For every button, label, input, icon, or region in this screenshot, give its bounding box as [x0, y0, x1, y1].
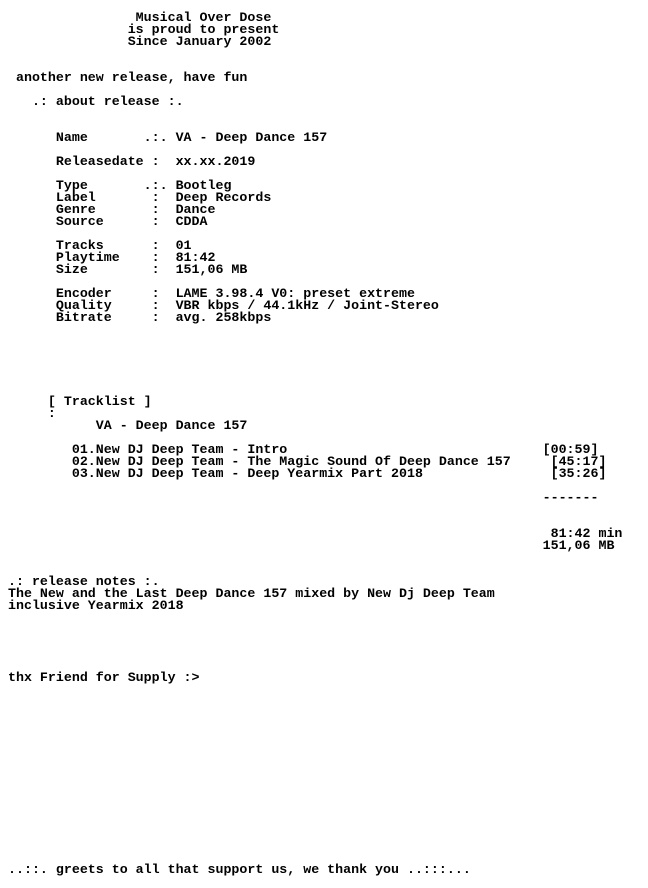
nfo-line: Name .:. VA - Deep Dance 157: [8, 130, 328, 145]
nfo-line: another new release, have fun: [8, 70, 248, 85]
nfo-line: [8, 552, 648, 564]
nfo-line: [8, 792, 648, 804]
nfo-line: VA - Deep Dance 157: [8, 418, 248, 433]
nfo-line: [8, 324, 648, 336]
nfo-line: [8, 624, 648, 636]
nfo-line: [8, 360, 648, 372]
nfo-line: Source : CDDA: [8, 214, 208, 229]
nfo-line: Quality : VBR kbps / 44.1kHz / Joint-Stereo: [8, 298, 439, 313]
nfo-line: [8, 504, 648, 516]
nfo-line: [8, 612, 648, 624]
nfo-line: 151,06 MB: [8, 538, 615, 553]
nfo-line: [8, 768, 648, 780]
nfo-line: [8, 648, 648, 660]
nfo-line: :: [8, 406, 56, 421]
nfo-line: [8, 732, 648, 744]
nfo-line: 01.New DJ Deep Team - Intro [00:59]: [8, 442, 599, 457]
nfo-line: Bitrate : avg. 258kbps: [8, 310, 272, 325]
nfo-line: [8, 756, 648, 768]
nfo-line: [8, 636, 648, 648]
nfo-line: 03.New DJ Deep Team - Deep Yearmix Part 2018 [35:26]: [8, 466, 607, 481]
nfo-line: Label : Deep Records: [8, 190, 272, 205]
nfo-line: [8, 804, 648, 816]
nfo-line: [8, 744, 648, 756]
nfo-line: [8, 48, 648, 60]
nfo-line: [8, 372, 648, 384]
nfo-line: .: about release :.: [8, 94, 184, 109]
nfo-line: ..::. greets to all that support us, we thank you ..:::...: [8, 862, 471, 877]
nfo-line: [8, 696, 648, 708]
nfo-line: 02.New DJ Deep Team - The Magic Sound Of Deep Dance 157 [45:17]: [8, 454, 607, 469]
nfo-line: [8, 720, 648, 732]
nfo-line: [8, 336, 648, 348]
nfo-line: Tracks : 01: [8, 238, 192, 253]
nfo-line: 81:42 min: [8, 526, 623, 541]
nfo-line: [8, 816, 648, 828]
nfo-line: [8, 348, 648, 360]
nfo-line: [8, 828, 648, 840]
nfo-line: [8, 684, 648, 696]
nfo-line: Releasedate : xx.xx.2019: [8, 154, 256, 169]
nfo-line: Type .:. Bootleg: [8, 178, 232, 193]
nfo-line: is proud to present: [8, 22, 280, 37]
nfo-line: Playtime : 81:42: [8, 250, 216, 265]
nfo-line: Size : 151,06 MB: [8, 262, 248, 277]
nfo-line: Musical Over Dose: [8, 10, 272, 25]
nfo-line: [8, 708, 648, 720]
nfo-line: .: release notes :.: [8, 574, 160, 589]
nfo-line: [ Tracklist ]: [8, 394, 152, 409]
nfo-line: thx Friend for Supply :>: [8, 670, 200, 685]
nfo-line: The New and the Last Deep Dance 157 mixed by New Dj Deep Team: [8, 586, 495, 601]
nfo-line: Since January 2002: [8, 34, 272, 49]
nfo-line: Encoder : LAME 3.98.4 V0: preset extreme: [8, 286, 415, 301]
nfo-line: [8, 840, 648, 852]
nfo-line: [8, 780, 648, 792]
nfo-line: [8, 108, 648, 120]
nfo-line: inclusive Yearmix 2018: [8, 598, 184, 613]
nfo-line: Genre : Dance: [8, 202, 216, 217]
nfo-line: -------: [8, 490, 599, 505]
